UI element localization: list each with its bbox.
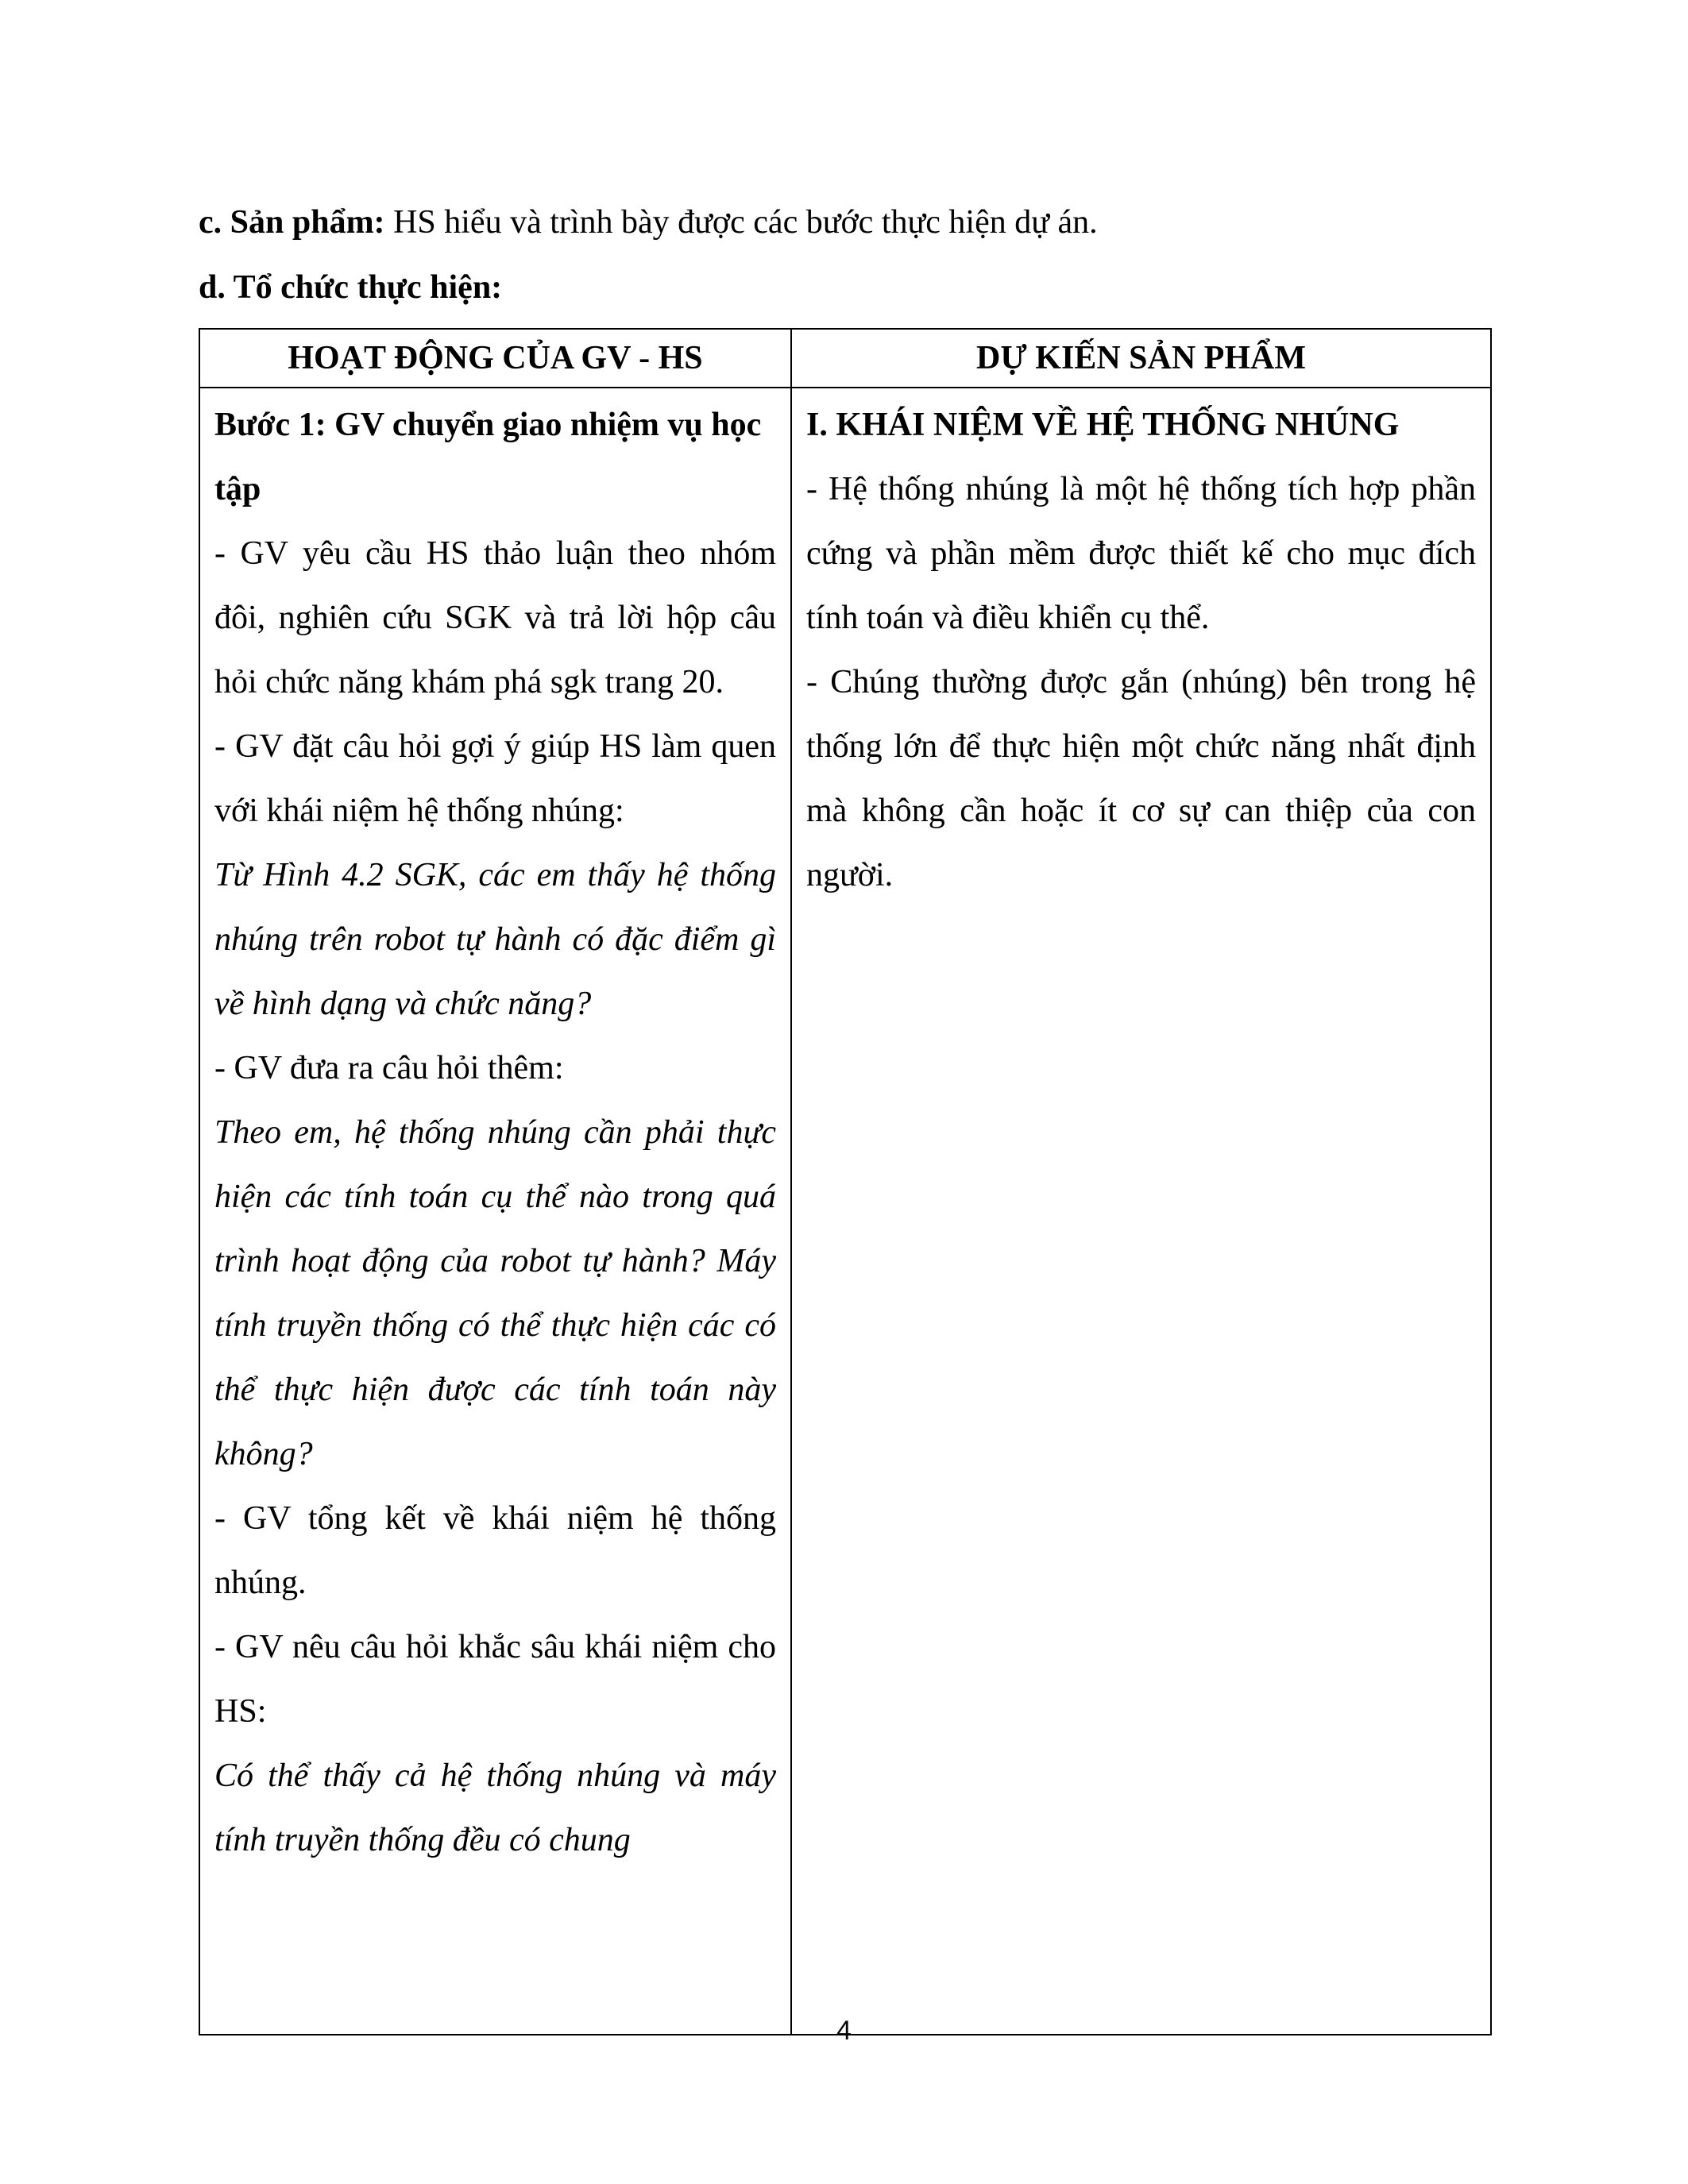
header-expected-product: DỰ KIẾN SẢN PHẨM [791, 329, 1491, 388]
product-paragraph-1: - Hệ thống nhúng là một hệ thống tích hợp phần cứng và phần mềm được thiết kế cho mục đích tính toán và điều khiển cụ thể. [806, 471, 1476, 636]
table-header-row [199, 329, 1491, 388]
product-paragraph-2: - Chúng thường được gắn (nhúng) bên trong hệ thống lớn để thực hiện một chức năng nhất định mà không cần hoặc ít cơ sự can thiệp của con người. [806, 664, 1476, 893]
activity-paragraph-4: - GV tổng kết về khái niệm hệ thống nhúng. [214, 1500, 776, 1601]
page-number: 4 [836, 2016, 852, 2046]
section-d-label: d. Tổ chức thực hiện: [199, 269, 503, 306]
activity-paragraph-2: - GV đặt câu hỏi gợi ý giúp HS làm quen với khái niệm hệ thống nhúng: [214, 728, 776, 829]
product-title: I. KHÁI NIỆM VỀ HỆ THỐNG NHÚNG [806, 407, 1400, 443]
question-3: Có thể thấy cả hệ thống nhúng và máy tính truyền thống đều có chung [214, 1758, 776, 1858]
activity-paragraph-1: - GV yêu cầu HS thảo luận theo nhóm đôi, nghiên cứu SGK và trả lời hộp câu hỏi chức năng khám phá sgk trang 20. [214, 535, 776, 700]
header-teacher-student-activity: HOẠT ĐỘNG CỦA GV - HS [199, 329, 791, 388]
activity-paragraph-3: - GV đưa ra câu hỏi thêm: [214, 1050, 564, 1086]
activity-table [199, 328, 1492, 2035]
table-row [199, 388, 1491, 2035]
section-d-line [199, 264, 502, 311]
step-title: Bước 1: GV chuyển giao nhiệm vụ học tập [214, 407, 762, 507]
activity-paragraph-5: - GV nêu câu hỏi khắc sâu khái niệm cho HS: [214, 1629, 776, 1730]
section-c-text: HS hiểu và trình bày được các bước thực hiện dự án. [384, 204, 1098, 241]
activity-cell [199, 388, 791, 2035]
product-cell [791, 388, 1491, 2035]
section-c-line [199, 199, 1098, 246]
question-2: Theo em, hệ thống nhúng cần phải thực hiện các tính toán cụ thể nào trong quá trình hoạt động của robot tự hành? Máy tính truyền thống có thể thực hiện các có thể thực hiện được các tính toán này không? [214, 1114, 776, 1472]
section-c-label: c. Sản phẩm: [199, 204, 385, 241]
question-1: Từ Hình 4.2 SGK, các em thấy hệ thống nhúng trên robot tự hành có đặc điểm gì về hình dạng và chức năng? [214, 857, 776, 1022]
